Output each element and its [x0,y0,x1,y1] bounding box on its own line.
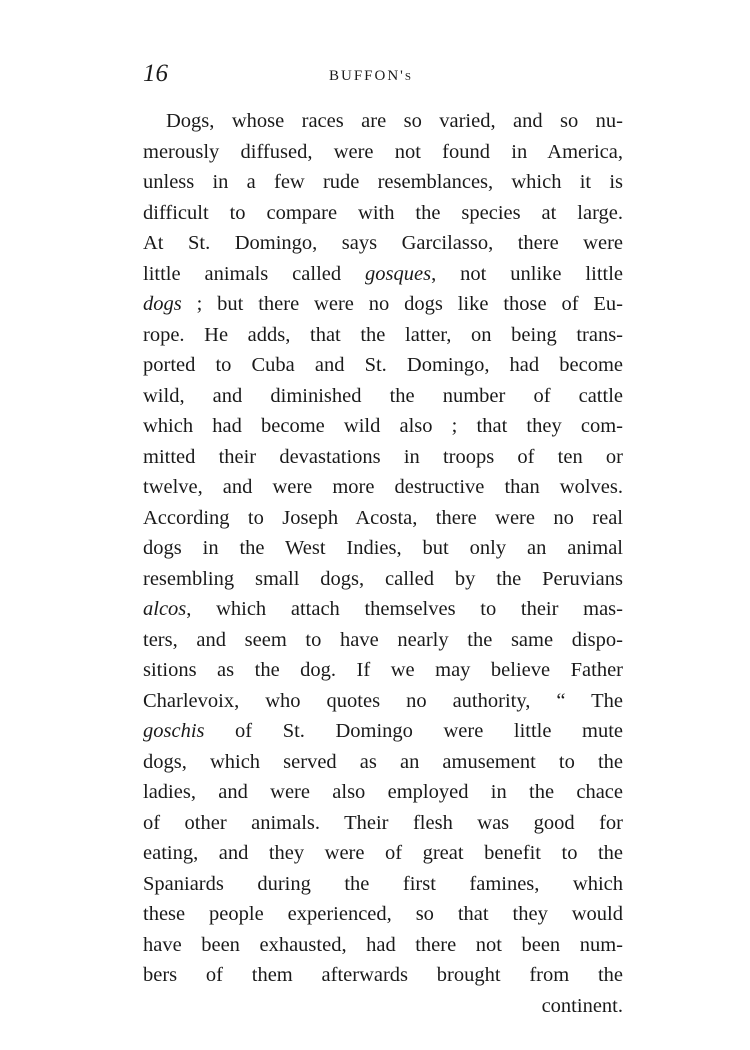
text-line [143,137,623,168]
text-segment: ladies, and were also employed in the chace [143,781,623,803]
text-segment: At St. Domingo, says Garcilasso, there were [143,232,623,254]
text-segment: difficult to compare with the species at large. [143,201,623,224]
italic-text: gosques [365,262,432,285]
text-segment: ; but there were no dogs like those of Eu- [181,293,623,315]
text-segment: ters, and seem to have nearly the same dispo- [143,628,623,651]
body-text [143,106,623,1021]
text-segment: Dogs, whose races are so varied, and so nu- [166,110,623,132]
text-line [143,106,623,137]
text-line [143,991,623,1022]
text-line [143,350,623,381]
text-segment: of St. Domingo were little mute [204,720,623,742]
text-segment: of other animals. Their flesh was good for [143,811,623,834]
text-line [143,808,623,839]
text-line [143,533,623,564]
italic-text: dogs [143,293,182,315]
text-line [143,930,623,961]
text-segment: bers of them afterwards brought from the [143,964,623,986]
text-segment: Spaniards during the first famines, which [143,872,623,895]
text-line [143,381,623,412]
text-line [143,777,623,808]
text-segment: eating, and they were of great benefit to the [143,842,623,864]
text-line [143,899,623,930]
text-segment: mitted their devastations in troops of ten or [143,445,623,468]
text-segment: these people experienced, so that they would [143,903,623,925]
text-line [143,411,623,442]
text-segment: rope. He adds, that the latter, on being trans- [143,323,623,346]
text-line [143,472,623,503]
text-segment: unless in a few rude resemblances, which it is [143,171,623,193]
text-line [143,198,623,229]
running-head: BUFFON's [329,68,414,84]
italic-text: goschis [143,720,205,742]
text-line [143,442,623,473]
text-line [143,594,623,625]
text-line [143,625,623,656]
text-segment: merously diffused, were not found in America, [143,140,623,163]
text-segment: According to Joseph Acosta, there were no real [143,506,623,529]
text-segment: dogs, which served as an amusement to the [143,750,623,773]
text-line [143,838,623,869]
text-segment: , which attach themselves to their mas- [186,598,623,620]
text-segment: twelve, and were more destructive than wolves. [143,476,623,498]
text-line [143,686,623,717]
text-line [143,503,623,534]
text-line [143,259,623,290]
text-line [143,289,623,320]
text-segment: sitions as the dog. If we may believe Father [143,659,623,681]
page-number: 16 [143,60,168,87]
text-segment: dogs in the West Indies, but only an animal [143,537,623,559]
text-segment: have been exhausted, had there not been num- [143,933,623,956]
text-line [143,960,623,991]
text-segment: continent. [541,994,623,1017]
text-segment: , not unlike little [431,262,623,285]
text-segment: which had become wild also ; that they com- [143,415,623,437]
text-segment: resembling small dogs, called by the Peruvians [143,567,623,590]
text-line [143,716,623,747]
text-line [143,167,623,198]
text-segment: wild, and diminished the number of cattle [143,384,623,407]
italic-text: alcos [143,598,187,620]
text-line [143,228,623,259]
text-line [143,655,623,686]
text-line [143,747,623,778]
text-segment: Charlevoix, who quotes no authority, “ The [143,689,623,712]
text-line [143,564,623,595]
text-line [143,869,623,900]
text-line [143,320,623,351]
text-segment: ported to Cuba and St. Domingo, had become [143,354,623,376]
page-header [143,60,623,96]
text-segment: little animals called [143,262,366,285]
